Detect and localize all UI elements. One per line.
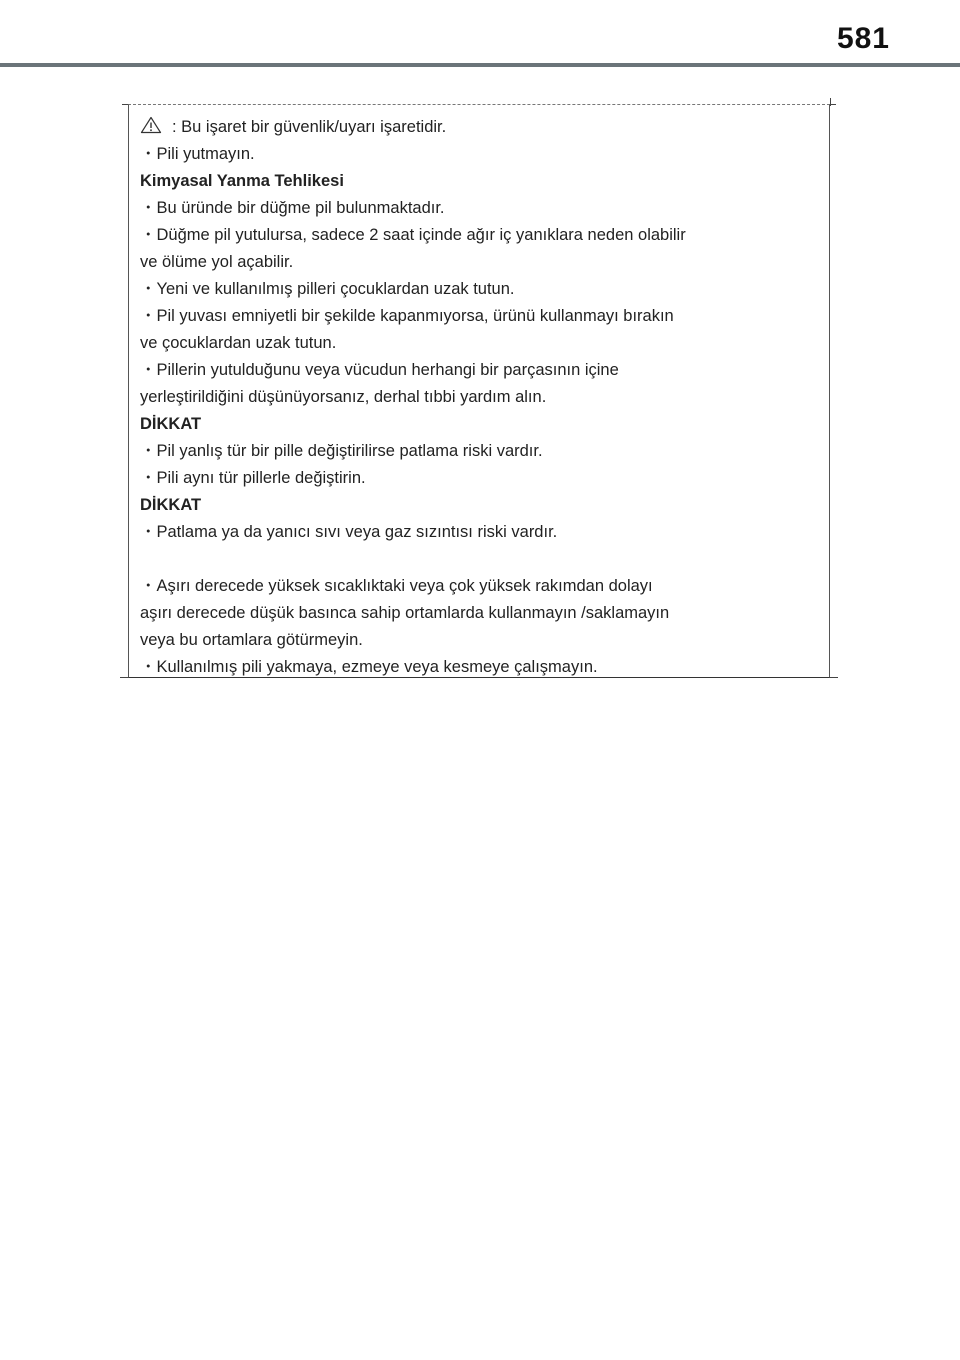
notice-line [140,303,820,330]
notice-line [140,627,820,654]
notice-line [140,249,820,276]
notice-line [140,222,820,249]
warning-symbol-legend [140,114,820,141]
notice-line [140,195,820,222]
notice-line [140,573,820,600]
notice-line-text: veya bu ortamlara götürmeyin. [140,631,363,649]
notice-line-text: ・Düğme pil yutulursa, sadece 2 saat içinde ağır iç yanıklara neden olabilir [140,226,686,244]
section-heading [140,168,820,195]
notice-line-text: ・Patlama ya da yanıcı sıvı veya gaz sızıntısı riski vardır. [140,523,558,541]
notice-line-text: ・Pil yanlış tür bir pille değiştirilirse patlama riski vardır. [140,442,543,460]
notice-line [140,384,820,411]
notice-line-text: Kimyasal Yanma Tehlikesi [140,172,344,190]
notice-line-text: DİKKAT [140,496,202,514]
notice-line-text: ・Pillerin yutulduğunu veya vücudun herhangi bir parçasının içine [140,361,619,379]
notice-line [140,141,820,168]
notice-line [140,438,820,465]
notice-line [140,654,820,681]
page-number: 581 [836,22,890,55]
notice-line-text: yerleştirildiğini düşünüyorsanız, derhal tıbbi yardım alın. [140,388,547,406]
paragraph-spacer [140,546,820,573]
notice-line-text: ・Bu üründe bir düğme pil bulunmaktadır. [140,199,445,217]
notice-line-text: ・Kullanılmış pili yakmaya, ezmeye veya kesmeye çalışmayın. [140,658,598,676]
section-heading [140,492,820,519]
notice-line-text: ・Yeni ve kullanılmış pilleri çocuklardan uzak tutun. [140,280,515,298]
notice-line [140,465,820,492]
section-heading [140,411,820,438]
notice-line-text: ・Pil yuvası emniyetli bir şekilde kapanmıyorsa, ürünü kullanmayı bırakın [140,307,674,325]
notice-line-text: DİKKAT [140,415,202,433]
notice-line-text: ・Pili yutmayın. [140,145,255,163]
warning-triangle-icon [140,116,162,134]
notice-line [140,519,820,546]
header-rule [0,63,960,67]
corner-mark [830,98,831,106]
notice-line-text: aşırı derecede düşük basınca sahip ortamlarda kullanmayın /saklamayın [140,604,670,622]
safety-notice-content [140,114,820,681]
notice-line-text: ・Aşırı derecede yüksek sıcaklıktaki veya çok yüksek rakımdan dolayı [140,577,653,595]
notice-line [140,330,820,357]
notice-line [140,276,820,303]
notice-line-text: : Bu işaret bir güvenlik/uyarı işaretidir. [172,118,447,136]
notice-line-text: ve ölüme yol açabilir. [140,253,294,271]
notice-line [140,357,820,384]
notice-line-text: ve çocuklardan uzak tutun. [140,334,337,352]
notice-line-text: ・Pili aynı tür pillerle değiştirin. [140,469,366,487]
notice-line [140,600,820,627]
